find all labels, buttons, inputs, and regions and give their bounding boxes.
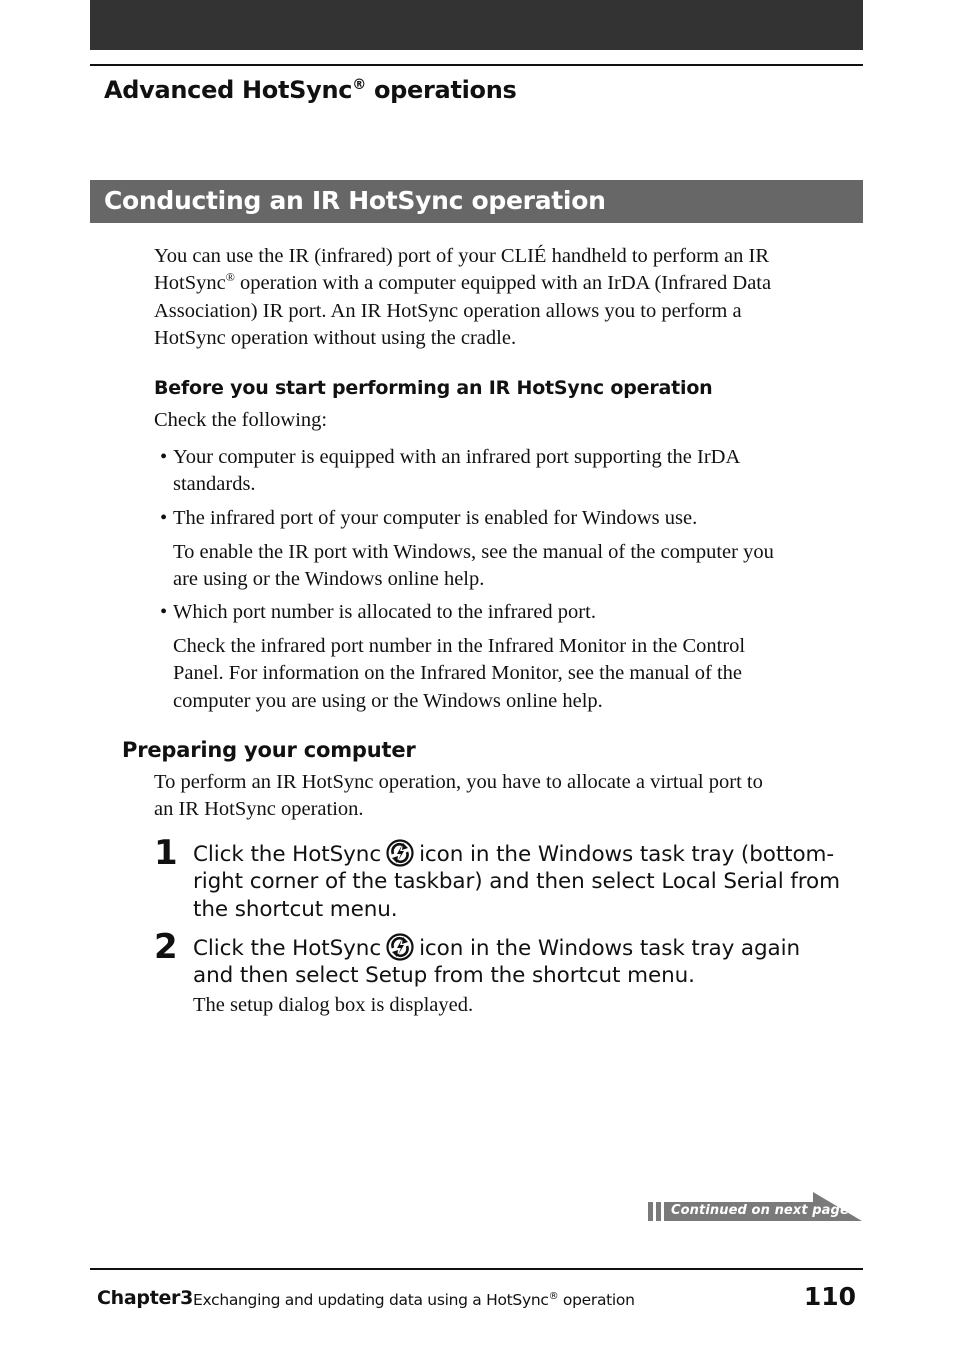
step-text: Click the HotSync icon in the Windows task tray again and then select Setup from the shortcut menu. — [193, 933, 800, 990]
topic-band — [90, 180, 863, 223]
intro-paragraph: You can use the IR (infrared) port of your CLIÉ handheld to perform an IR HotSync® operation with a computer equipped with an IrDA (Infrared Data Association) IR port. An IR HotSync operation allows you to perform a HotSync operation without using the cradle. — [154, 245, 772, 349]
topic-title: Conducting an IR HotSync operation — [104, 186, 606, 215]
step-text: Click the HotSync icon in the Windows task tray (bottom- right corner of the taskbar) and then select Local Serial from the shortcut menu. — [193, 839, 840, 923]
check-text: Check the following: — [154, 409, 328, 431]
before-heading: Before you start performing an IR HotSync operation — [154, 377, 713, 399]
continued-label: Continued on next page — [671, 1203, 849, 1218]
bullet-marker: • — [160, 446, 168, 468]
preparing-paragraph: To perform an IR HotSync operation, you have to allocate a virtual port to an IR HotSync operation. — [154, 771, 763, 821]
header-rule — [90, 64, 863, 66]
page-number: 110 — [803, 1282, 856, 1311]
bullet-marker: • — [160, 507, 168, 529]
section-title: Advanced HotSync® operations — [104, 76, 517, 104]
footer-description: Exchanging and updating data using a HotSync® operation — [193, 1291, 635, 1310]
bullet-note: To enable the IR port with Windows, see the manual of the computer you are using or the Windows online help. — [173, 541, 774, 591]
hotsync-icon — [385, 839, 415, 867]
step-result: The setup dialog box is displayed. — [193, 994, 474, 1016]
step-number: 2 — [154, 927, 178, 967]
step-number: 1 — [154, 833, 178, 873]
bullet-note: Check the infrared port number in the Infrared Monitor in the Control Panel. For information on the Infrared Monitor, see the manual of the computer you are using or the Windows online help. — [173, 635, 746, 712]
footer-chapter: Chapter3 — [97, 1287, 194, 1309]
bullet-marker: • — [160, 601, 168, 623]
bullet-item: The infrared port of your computer is enabled for Windows use. — [173, 507, 698, 529]
header-bar — [90, 0, 863, 50]
hotsync-icon — [385, 933, 415, 961]
bullet-item: Which port number is allocated to the infrared port. — [173, 601, 596, 623]
preparing-heading: Preparing your computer — [122, 738, 416, 762]
bullet-item: Your computer is equipped with an infrared port supporting the IrDA standards. — [173, 446, 741, 496]
footer-rule — [90, 1268, 863, 1270]
